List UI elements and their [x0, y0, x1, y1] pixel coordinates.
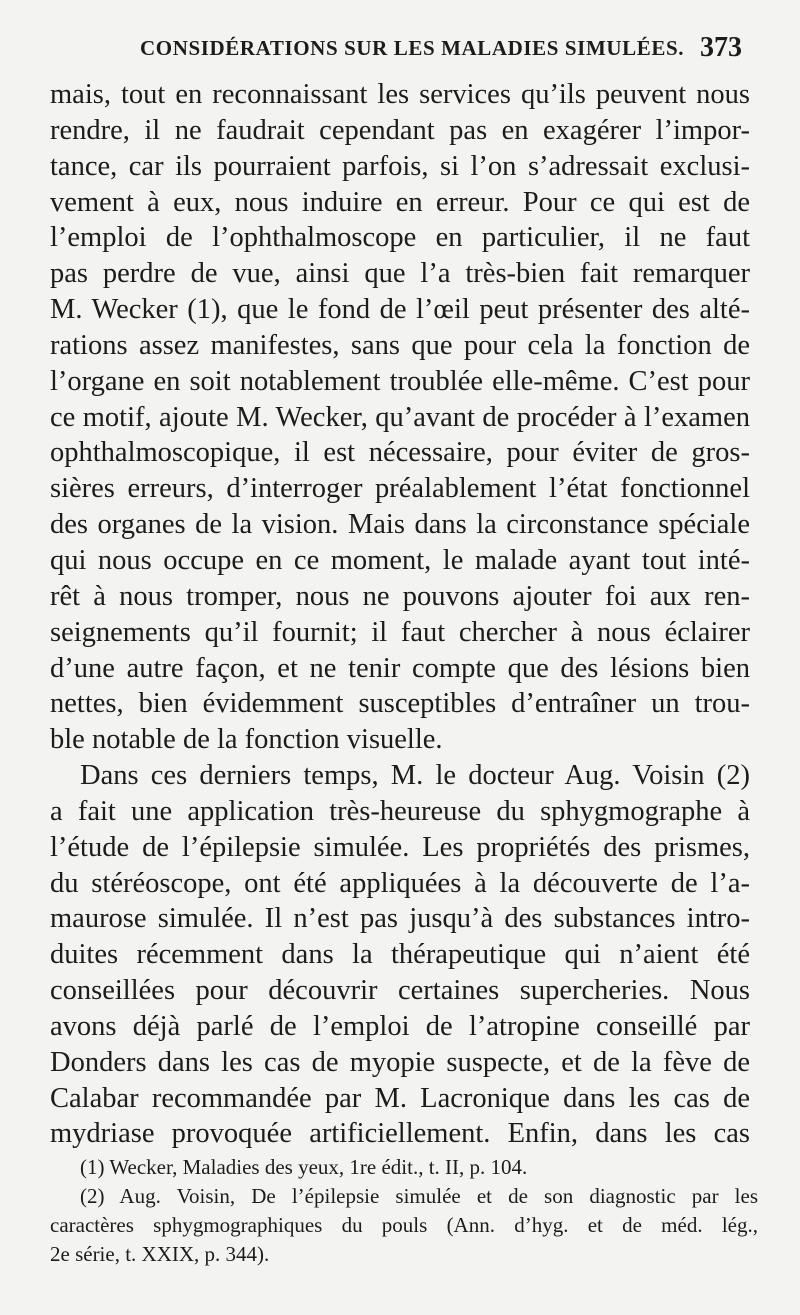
text-line: ophthalmoscopique, il est nécessaire, pour éviter de gros- [50, 437, 750, 469]
text-line: vement à eux, nous induire en erreur. Pour ce qui est de [50, 186, 750, 218]
text-line: l’organe en soit notablement troublée elle-même. C’est pour [50, 365, 750, 397]
text-line: avons déjà parlé de l’emploi de l’atropine conseillé par [50, 1010, 750, 1042]
running-title: CONSIDÉRATIONS SUR LES MALADIES SIMULÉES. [140, 36, 685, 60]
text-line: l’emploi de l’ophthalmoscope en particulier, il ne faut [50, 222, 750, 254]
body-text [50, 77, 750, 1152]
text-line: duites récemment dans la thérapeutique qui n’aient été [50, 939, 750, 971]
footnote-2-continued: caractères sphygmographiques du pouls (Ann. d’hyg. et de méd. lég., [50, 1213, 758, 1237]
text-line: qui nous occupe en ce moment, le malade ayant tout inté- [50, 544, 750, 576]
text-line: pas perdre de vue, ainsi que l’a très-bien fait remarquer [50, 258, 750, 290]
text-line: l’étude de l’épilepsie simulée. Les propriétés des prismes, [50, 831, 750, 863]
footnotes [50, 1153, 758, 1269]
text-line: des organes de la vision. Mais dans la circonstance spéciale [50, 509, 750, 541]
text-line: maurose simulée. Il n’est pas jusqu’à des substances intro- [50, 903, 750, 935]
page-header [50, 32, 750, 72]
text-line: conseillées pour découvrir certaines supercheries. Nous [50, 975, 750, 1007]
text-line: tance, car ils pourraient parfois, si l’on s’adressait exclusi- [50, 150, 750, 182]
text-line: nettes, bien évidemment susceptibles d’entraîner un trou- [50, 688, 750, 720]
text-line: d’une autre façon, et ne tenir compte que des lésions bien [50, 652, 750, 684]
text-line: a fait une application très-heureuse du sphygmographe à [50, 795, 750, 827]
paragraph-start-line: Dans ces derniers temps, M. le docteur Aug. Voisin (2) [80, 760, 750, 792]
text-line: Calabar recommandée par M. Lacronique dans les cas de [50, 1082, 750, 1114]
page-number: 373 [700, 32, 742, 63]
paragraph-end-line: ble notable de la fonction visuelle. [50, 724, 443, 756]
footnote-2: (2) Aug. Voisin, De l’épilepsie simulée et de son diagnostic par les [80, 1184, 758, 1208]
text-line: sières erreurs, d’interroger préalablement l’état fonctionnel [50, 473, 750, 505]
text-line: Donders dans les cas de myopie suspecte, et de la fève de [50, 1046, 750, 1078]
text-line: mydriase provoquée artificiellement. Enfin, dans les cas [50, 1118, 750, 1150]
text-line: M. Wecker (1), que le fond de l’œil peut présenter des alté- [50, 294, 750, 326]
text-line: seignements qu’il fournit; il faut chercher à nous éclairer [50, 616, 750, 648]
text-line: rêt à nous tromper, nous ne pouvons ajouter foi aux ren- [50, 580, 750, 612]
text-line: rations assez manifestes, sans que pour cela la fonction de [50, 329, 750, 361]
text-line: ce motif, ajoute M. Wecker, qu’avant de procéder à l’examen [50, 401, 750, 433]
text-line: mais, tout en reconnaissant les services qu’ils peuvent nous [50, 79, 750, 110]
footnote-2-end: 2e série, t. XXIX, p. 344). [50, 1242, 270, 1266]
text-line: du stéréoscope, ont été appliquées à la découverte de l’a- [50, 867, 750, 899]
text-line: rendre, il ne faudrait cependant pas en exagérer l’impor- [50, 114, 750, 146]
footnote-1: (1) Wecker, Maladies des yeux, 1re édit., t. II, p. 104. [80, 1155, 528, 1179]
